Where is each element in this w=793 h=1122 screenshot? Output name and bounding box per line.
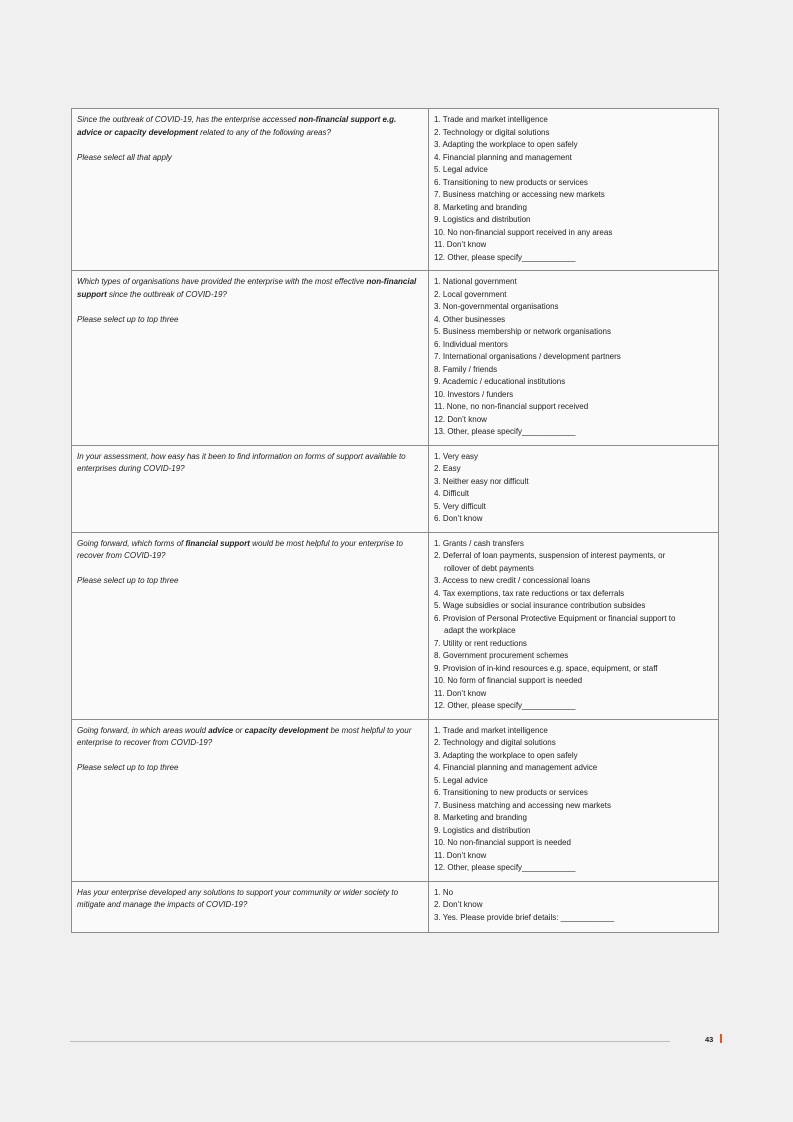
answer-option: 3. Adapting the workplace to open safely — [434, 750, 578, 760]
answer-option: 2. Don’t know — [434, 900, 483, 909]
answer-option: 2. Deferral of loan payments, suspension of interest payments, or rollover of debt payments — [434, 551, 666, 573]
answer-option: 8. Government procurement schemes — [434, 651, 569, 660]
table-row — [72, 445, 719, 532]
answer-option: 4. Tax exemptions, tax rate reductions or tax deferrals — [434, 588, 625, 598]
answer-option: 6. Individual mentors — [434, 339, 508, 349]
question-instruction: Please select all that apply — [77, 152, 172, 162]
answer-option: 10. No non-financial support received in any areas — [434, 227, 613, 237]
question-cell — [72, 271, 429, 446]
answer-option: 3. Non-governmental organisations — [434, 302, 559, 311]
answer-option: 10. No form of financial support is needed — [434, 676, 583, 685]
answer-option: 1. Very easy — [434, 451, 479, 461]
answer-option: 2. Technology or digital solutions — [434, 127, 550, 137]
answer-option: 3. Neither easy nor difficult — [434, 476, 529, 486]
answer-option: 13. Other, please specify____________ — [434, 427, 576, 436]
answer-option: 11. Don’t know — [434, 850, 487, 860]
answer-options-cell — [429, 719, 719, 881]
answer-option: 6. Transitioning to new products or services — [434, 177, 588, 187]
answer-option: 1. National government — [434, 277, 517, 286]
table-row — [72, 271, 719, 446]
table-row — [72, 532, 719, 719]
answer-option: 7. Business matching and accessing new markets — [434, 800, 611, 810]
page-number: 43 — [705, 1035, 714, 1044]
question-text: Since the outbreak of COVID-19, has the enterprise accessed non-financial support e.g. advice or capacity development related to any of the following areas? — [77, 115, 397, 137]
answer-option: 5. Legal advice — [434, 165, 488, 174]
answer-option: 2. Easy — [434, 464, 461, 473]
answer-option: 7. International organisations / development partners — [434, 352, 621, 361]
answer-option: 11. Don’t know — [434, 688, 487, 698]
question-cell — [72, 881, 429, 932]
answer-option: 6. Don’t know — [434, 514, 483, 523]
question-text: Which types of organisations have provided the enterprise with the most effective non-financial support since the outbreak of COVID-19? — [77, 277, 417, 299]
answer-option: 9. Logistics and distribution — [434, 825, 531, 835]
answer-option: 7. Business matching or accessing new markets — [434, 190, 605, 199]
answer-option: 9. Provision of in-kind resources e.g. space, equipment, or staff — [434, 663, 658, 673]
footer-divider — [70, 1041, 670, 1042]
answer-option: 4. Financial planning and management advice — [434, 763, 598, 772]
answer-option: 1. Trade and market intelligence — [434, 115, 548, 124]
answer-option: 12. Other, please specify____________ — [434, 863, 576, 872]
question-text: Going forward, in which areas would advice or capacity development be most helpful to your enterprise to recover from COVID-19? — [77, 725, 412, 747]
answer-option: 5. Legal advice — [434, 775, 488, 785]
answer-option: 7. Utility or rent reductions — [434, 638, 527, 648]
answer-option: 1. No — [434, 887, 454, 897]
table-row — [72, 719, 719, 881]
question-instruction: Please select up to top three — [77, 763, 179, 772]
answer-option: 3. Adapting the workplace to open safely — [434, 140, 578, 149]
question-cell — [72, 719, 429, 881]
answer-option: 10. Investors / funders — [434, 389, 514, 399]
answer-options-cell — [429, 271, 719, 446]
answer-option: 4. Financial planning and management — [434, 152, 572, 162]
answer-option: 11. Don’t know — [434, 240, 487, 249]
answer-option: 5. Business membership or network organisations — [434, 327, 611, 336]
answer-option: 9. Logistics and distribution — [434, 215, 531, 224]
answer-option: 8. Family / friends — [434, 364, 498, 374]
question-instruction: Please select up to top three — [77, 314, 179, 324]
answer-option: 4. Other businesses — [434, 314, 506, 324]
answer-option: 12. Don’t know — [434, 414, 487, 424]
question-instruction: Please select up to top three — [77, 576, 179, 585]
answer-option: 3. Access to new credit / concessional loans — [434, 576, 591, 585]
answer-option: 10. No non-financial support is needed — [434, 838, 571, 847]
answer-option: 4. Difficult — [434, 489, 469, 498]
answer-option: 12. Other, please specify____________ — [434, 252, 576, 262]
answer-option: 6. Provision of Personal Protective Equipment or financial support to adapt the workplace — [434, 613, 676, 635]
answer-option: 1. Grants / cash transfers — [434, 538, 524, 548]
answer-option: 5. Very difficult — [434, 501, 486, 511]
answer-option: 2. Technology and digital solutions — [434, 738, 556, 747]
question-cell — [72, 109, 429, 271]
questionnaire-table — [71, 108, 719, 933]
answer-option: 12. Other, please specify____________ — [434, 701, 576, 710]
answer-option: 11. None, no non-financial support received — [434, 402, 589, 411]
answer-options-cell — [429, 532, 719, 719]
table-row — [72, 881, 719, 932]
question-text: In your assessment, how easy has it been to find information on forms of support available to enterprises during COVID-19? — [77, 451, 406, 473]
answer-option: 6. Transitioning to new products or services — [434, 788, 588, 797]
answer-option: 3. Yes. Please provide brief details: ____________ — [434, 912, 615, 922]
answer-option: 8. Marketing and branding — [434, 202, 527, 212]
answer-option: 9. Academic / educational institutions — [434, 377, 566, 386]
answer-options-cell — [429, 881, 719, 932]
answer-option: 1. Trade and market intelligence — [434, 725, 548, 735]
table-row — [72, 109, 719, 271]
page-number-accent-bar — [720, 1034, 722, 1043]
answer-option: 8. Marketing and branding — [434, 813, 527, 822]
question-cell — [72, 532, 429, 719]
answer-option: 5. Wage subsidies or social insurance contribution subsides — [434, 601, 646, 610]
answer-option: 2. Local government — [434, 289, 507, 299]
question-cell — [72, 445, 429, 532]
question-text: Has your enterprise developed any solutions to support your community or wider society to mitigate and manage the impacts of COVID-19? — [77, 887, 399, 909]
answer-options-cell — [429, 109, 719, 271]
question-text: Going forward, which forms of financial support would be most helpful to your enterprise to recover from COVID-19? — [77, 538, 403, 560]
answer-options-cell — [429, 445, 719, 532]
